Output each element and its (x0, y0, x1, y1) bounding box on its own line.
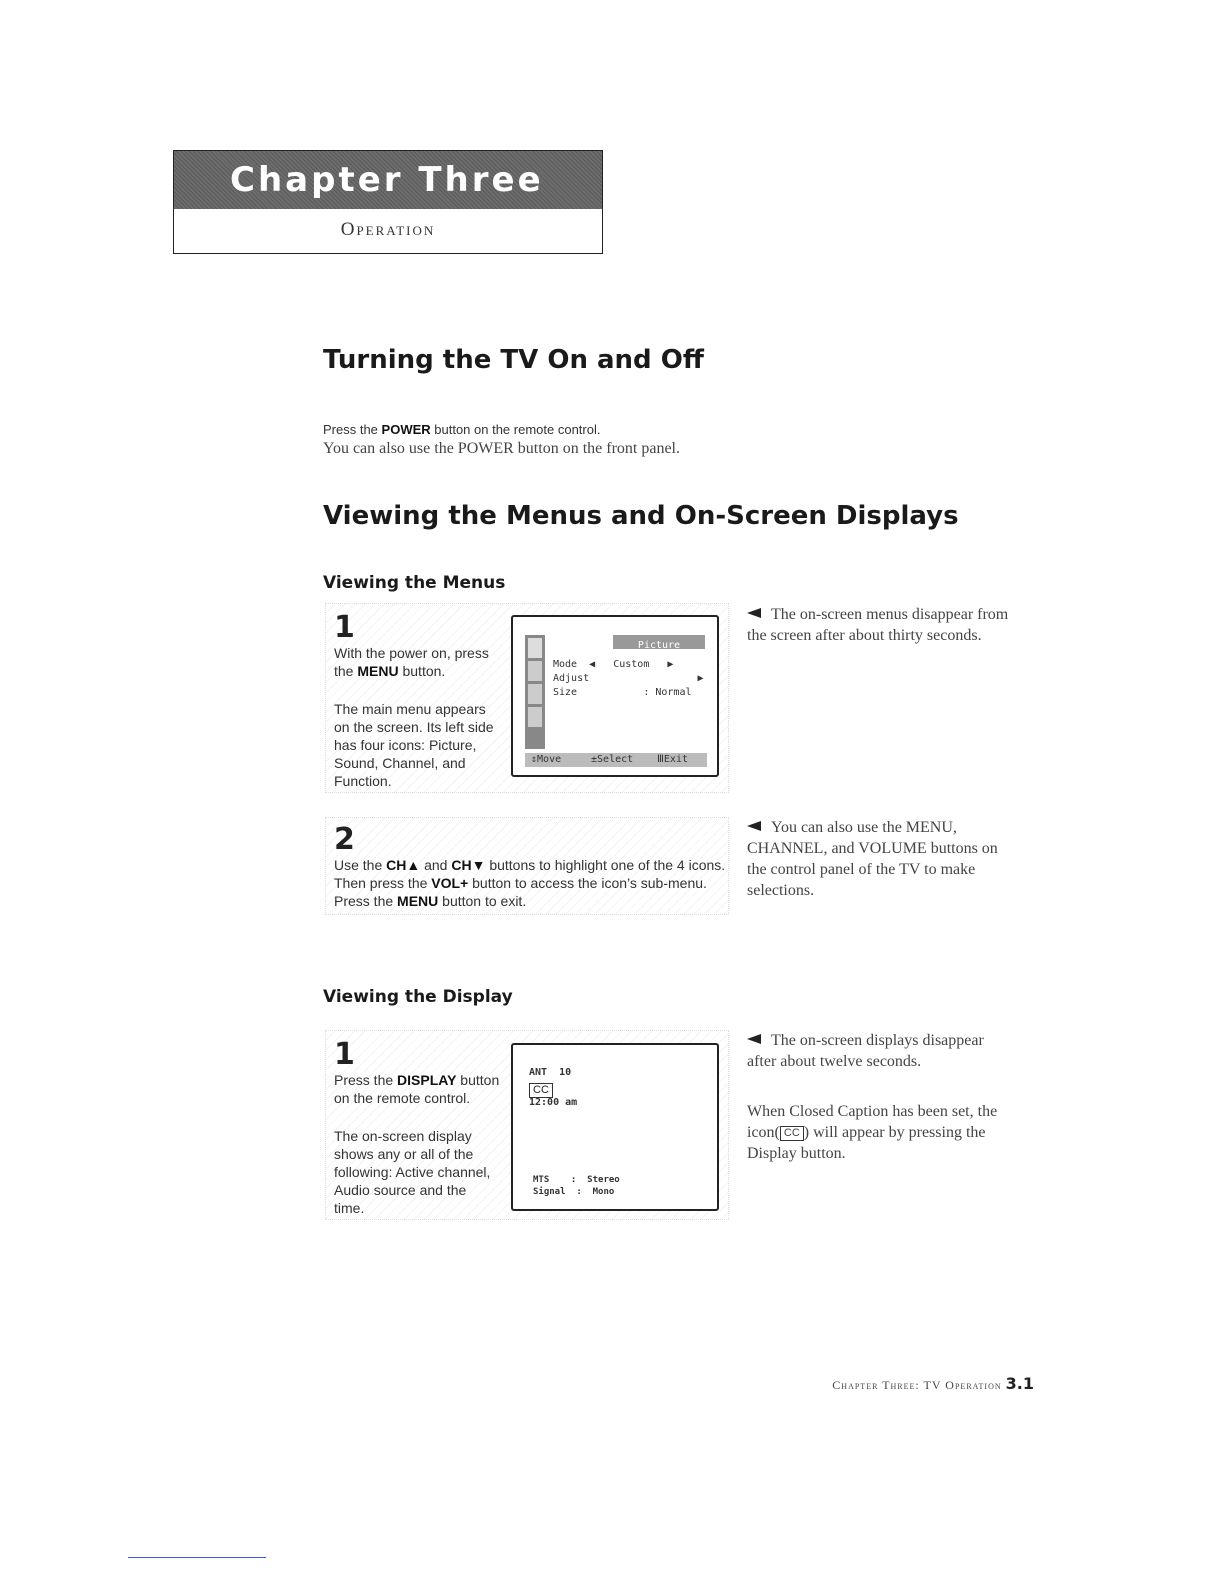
menu-row-adjust: Adjust ▶ (553, 673, 704, 684)
mts-readout: MTS : Stereo (533, 1175, 620, 1185)
page-number: 3.1 (1005, 1374, 1034, 1393)
menu-footer-bar (525, 753, 707, 767)
menu-icon-column (525, 635, 545, 749)
cc-icon: CC (780, 1126, 804, 1141)
display-screen (511, 1043, 719, 1211)
display-step1-desc: The on-screen display shows any or all of the following: Active channel, Audio source and the time. (334, 1128, 491, 1216)
chapter-title: Chapter Three (230, 160, 544, 200)
menus-step2-text: Use the CH▲ and CH▼ buttons to highlight one of the 4 icons. Then press the VOL+ button to access the icon’s sub-menu. Press the MENU button to exit. (334, 857, 726, 909)
channel-readout: ANT 10 (529, 1067, 572, 1078)
move-hint: ⇕Move (531, 754, 562, 765)
cc-icon: CC (529, 1081, 553, 1099)
time-readout: 12:00 am (529, 1097, 578, 1108)
chapter-header (173, 150, 603, 254)
menu-screen (511, 615, 719, 777)
step-number: 1 (334, 610, 355, 645)
exit-hint: ⅢExit (657, 754, 688, 765)
footer-rule (128, 1557, 266, 1558)
section-heading-power: Turning the TV On and Off (323, 345, 704, 375)
pointer-arrow-icon (747, 1034, 761, 1044)
menus-step2-panel (325, 817, 729, 915)
pointer-arrow-icon (747, 608, 761, 618)
menu-row-size: Size : Normal (553, 687, 692, 698)
chapter-band (174, 151, 602, 209)
channel-icon (528, 684, 542, 704)
power-instruction: Press the POWER button on the remote control. (323, 422, 601, 437)
menus-note-2: You can also use the MENU, CHANNEL, and VOLUME buttons on the control panel of the TV to make selections. (747, 819, 998, 899)
sound-icon (528, 661, 542, 681)
picture-icon (528, 638, 542, 658)
menu-row-mode: Mode ◀ Custom ▶ (553, 659, 674, 670)
display-note-1: The on-screen displays disappear after about twelve seconds. (747, 1032, 984, 1070)
menu-title-bar: Picture (613, 635, 705, 649)
step-number: 1 (334, 1037, 355, 1072)
signal-readout: Signal : Mono (533, 1187, 615, 1197)
subheading-viewing-display: Viewing the Display (323, 987, 513, 1007)
menus-step1-text: With the power on, press the MENU button. (334, 645, 489, 679)
step-number: 2 (334, 822, 355, 857)
section-heading-menus: Viewing the Menus and On-Screen Displays (323, 501, 959, 531)
pointer-arrow-icon (747, 821, 761, 831)
display-step1-text: Press the DISPLAY button on the remote control. (334, 1072, 500, 1106)
menus-note: The on-screen menus disappear from the screen after about thirty seconds. (747, 606, 1009, 644)
chapter-subtitle: Operation (340, 219, 436, 240)
power-note: You can also use the POWER button on the front panel. (323, 440, 680, 457)
display-note-2: When Closed Caption has been set, the icon( CC ) will appear by pressing the Display button. (747, 1103, 998, 1162)
menus-step1-desc: The main menu appears on the screen. Its left side has four icons: Picture, Sound, Channel, and Function. (334, 701, 494, 789)
select-hint: ±Select (591, 754, 634, 765)
page-footer: Chapter Three: TV Operation 3.1 (832, 1374, 1034, 1393)
subheading-viewing-menus: Viewing the Menus (323, 573, 506, 593)
function-icon (528, 707, 542, 727)
